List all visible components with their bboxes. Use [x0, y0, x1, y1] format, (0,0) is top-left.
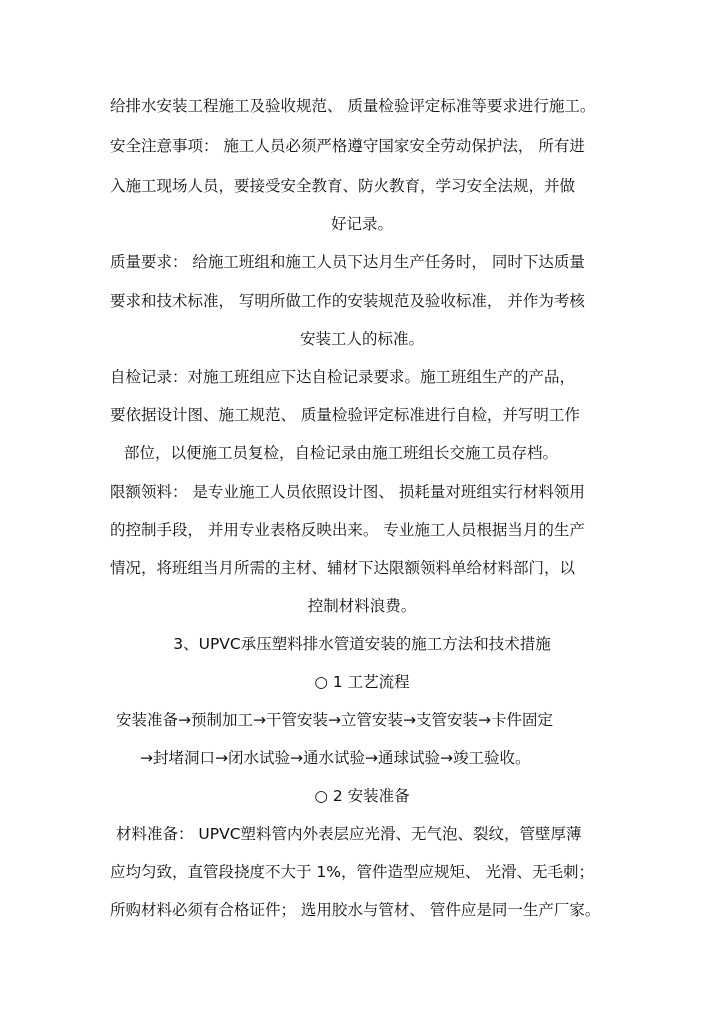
text-line-5: 质量要求： 给施工班组和施工人员下达月生产任务时， 同时下达质量	[110, 253, 585, 271]
text-line-12: 的控制手段， 并用专业表格反映出来。 专业施工人员根据当月的生产	[110, 521, 585, 539]
text-line-7: 安装工人的标准。	[299, 330, 424, 348]
text-line-11: 限额领料： 是专业施工人员依照设计图、 损耗量对班组实行材料领用	[110, 483, 585, 501]
text-line-9: 要依据设计图、施工规范、 质量检验评定标准进行自检，并写明工作	[110, 406, 580, 424]
process-flow-line-2: →封堵洞口→闭水试验→通水试验→通球试验→竣工验收。	[140, 749, 531, 767]
text-line-15: 材料准备： UPVC塑料管内外表层应光滑、无气泡、裂纹，管壁厚薄	[116, 825, 582, 843]
text-line-3: 入施工现场人员，要接受安全教育、防火教育，学习安全法规，并做	[110, 177, 576, 195]
subheading-process: ○ 1 工艺流程	[314, 673, 410, 691]
text-line-8: 自检记录：对施工班组应下达自检记录要求。施工班组生产的产品，	[110, 368, 576, 386]
subheading-preparation: ○ 2 安装准备	[314, 787, 410, 805]
text-line-17: 所购材料必须有合格证件； 选用胶水与管材、 管件应是同一生产厂家。	[110, 901, 601, 919]
text-line-4: 好记录。	[330, 215, 393, 233]
process-flow-line-1: 安装准备→预制加工→干管安装→立管安装→支管安装→卡件固定	[116, 711, 553, 729]
text-line-13: 情况，将班组当月所需的主材、辅材下达限额领料单给材料部门，以	[110, 559, 576, 577]
section-heading: 3、UPVC承压塑料排水管道安装的施工方法和技术措施	[173, 635, 551, 653]
text-line-16: 应均匀致，直管段挠度不大于 1%，管件造型应规矩、 光滑、无毛刺；	[110, 863, 594, 881]
text-line-1: 给排水安装工程施工及验收规范、 质量检验评定标准等要求进行施工。	[110, 97, 596, 115]
text-line-10: 部位，以便施工员复检，自检记录由施工班组长交施工员存档。	[124, 444, 559, 462]
text-line-2: 安全注意事项： 施工人员必须严格遵守国家安全劳动保护法， 所有进	[110, 137, 585, 155]
text-line-14: 控制材料浪费。	[307, 597, 417, 615]
text-line-6: 要求和技术标准， 写明所做工作的安装规范及验收标准， 并作为考核	[110, 292, 585, 310]
